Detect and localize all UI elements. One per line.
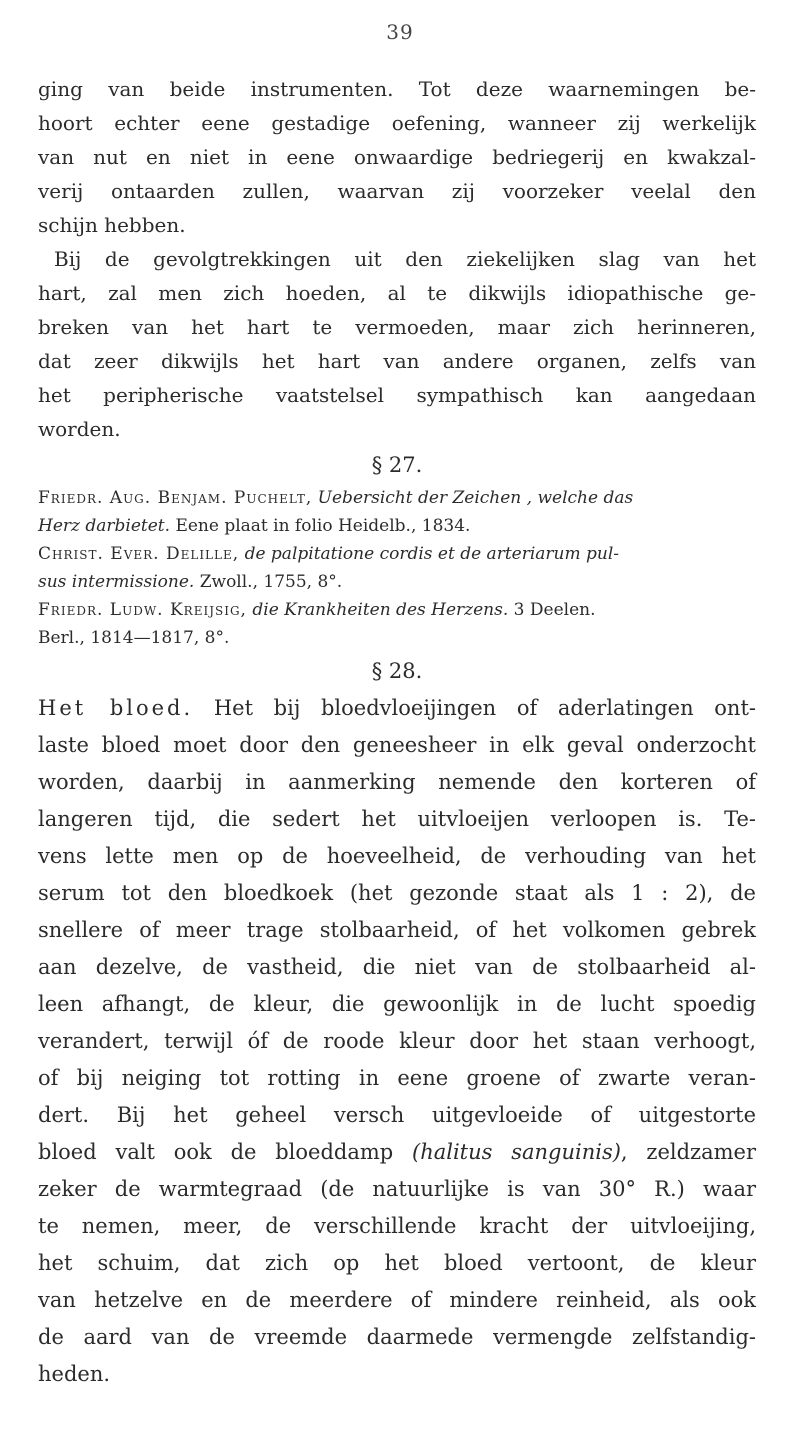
reference-3-continued: [38, 624, 756, 652]
page-number: 39: [386, 20, 414, 44]
section-heading-28: § 28.: [371, 659, 423, 683]
text-line: dat zeer dikwijls het hart van andere organen, zelfs van: [38, 349, 756, 373]
text-fragment: Het bij bloedvloeijingen of aderlatingen ont-: [213, 696, 756, 720]
reference-details: Eene plaat in folio Heidelb., 1834.: [175, 516, 471, 536]
reference-2-continued: [38, 568, 756, 596]
reference-author: Christ. Ever. Delille,: [38, 544, 240, 564]
page-content: [38, 72, 756, 1393]
text-line: heden.: [38, 1362, 111, 1386]
text-line: [38, 1134, 756, 1171]
section-heading-27: § 27.: [371, 453, 423, 477]
text-line: vens lette men op de hoeveelheid, de verhouding van het: [38, 844, 756, 868]
text-line: serum tot den bloedkoek (het gezonde staat als 1 : 2), de: [38, 881, 756, 905]
paragraph-3: [38, 690, 756, 1393]
reference-title: Herz darbietet.: [38, 516, 171, 536]
text-line: ging van beide instrumenten. Tot deze waarnemingen be-: [38, 77, 756, 101]
text-line: schijn hebben.: [38, 213, 186, 237]
reference-1: [38, 484, 756, 512]
reference-details: Zwoll., 1755, 8°.: [199, 572, 343, 592]
text-line: langeren tijd, die sedert het uitvloeijen verloopen is. Te-: [38, 807, 756, 831]
latin-term: (halitus sanguinis): [412, 1140, 621, 1164]
text-line: zeker de warmtegraad (de natuurlijke is van 30° R.) waar: [38, 1177, 756, 1201]
text-line: van hetzelve en de meerdere of mindere reinheid, als ook: [38, 1288, 756, 1312]
reference-title: sus intermissione.: [38, 572, 195, 592]
text-line: snellere of meer trage stolbaarheid, of het volkomen gebrek: [38, 918, 756, 942]
text-line: te nemen, meer, de verschillende kracht der uitvloeijing,: [38, 1214, 756, 1238]
text-line: hoort echter eene gestadige oefening, wanneer zij werkelijk: [38, 111, 756, 135]
text-fragment: bloed valt ook de bloeddamp: [38, 1140, 394, 1164]
text-line: leen afhangt, de kleur, die gewoonlijk in de lucht spoedig: [38, 992, 756, 1016]
text-line: aan dezelve, de vastheid, die niet van de stolbaarheid al-: [38, 955, 756, 979]
reference-author: Friedr. Aug. Benjam. Puchelt,: [38, 488, 313, 508]
text-fragment: , zeldzamer: [620, 1140, 756, 1164]
paragraph-1: [38, 72, 756, 242]
reference-list: [38, 484, 756, 652]
reference-author: Friedr. Ludw. Kreijsig,: [38, 600, 247, 620]
paragraph-lead: Het bloed.: [38, 696, 194, 720]
text-line: breken van het hart te vermoeden, maar zich herinneren,: [38, 315, 756, 339]
text-line: hart, zal men zich hoeden, al te dikwijls idiopathische ge-: [38, 281, 756, 305]
text-line: worden.: [38, 417, 121, 441]
reference-title: die Krankheiten des Herzens.: [252, 600, 509, 620]
text-line: verandert, terwijl óf de roode kleur door het staan verhoogt,: [38, 1029, 756, 1053]
text-line: dert. Bij het geheel versch uitgevloeide of uitgestorte: [38, 1103, 756, 1127]
text-line: het peripherische vaatstelsel sympathisch kan aangedaan: [38, 383, 756, 407]
reference-2: [38, 540, 756, 568]
text-line: de aard van de vreemde daarmede vermengde zelfstandig-: [38, 1325, 756, 1349]
text-line: verij ontaarden zullen, waarvan zij voorzeker veelal den: [38, 179, 756, 203]
reference-3: [38, 596, 756, 624]
reference-details: Berl., 1814—1817, 8°.: [38, 628, 230, 648]
paragraph-2: [38, 242, 756, 446]
text-line: of bij neiging tot rotting in eene groene of zwarte veran-: [38, 1066, 756, 1090]
text-line: [38, 690, 756, 727]
text-line: van nut en niet in eene onwaardige bedriegerij en kwakzal-: [38, 145, 756, 169]
reference-details: 3 Deelen.: [513, 600, 596, 620]
text-line: laste bloed moet door den geneesheer in elk geval onderzocht: [38, 733, 756, 757]
reference-title: Uebersicht der Zeichen , welche das: [317, 488, 634, 508]
text-line: Bij de gevolgtrekkingen uit den ziekelijken slag van het: [54, 247, 756, 271]
text-line: het schuim, dat zich op het bloed vertoont, de kleur: [38, 1251, 756, 1275]
reference-title: de palpitatione cordis et de arteriarum pul-: [244, 544, 620, 564]
text-line: worden, daarbij in aanmerking nemende den korteren of: [38, 770, 756, 794]
reference-1-continued: [38, 512, 756, 540]
